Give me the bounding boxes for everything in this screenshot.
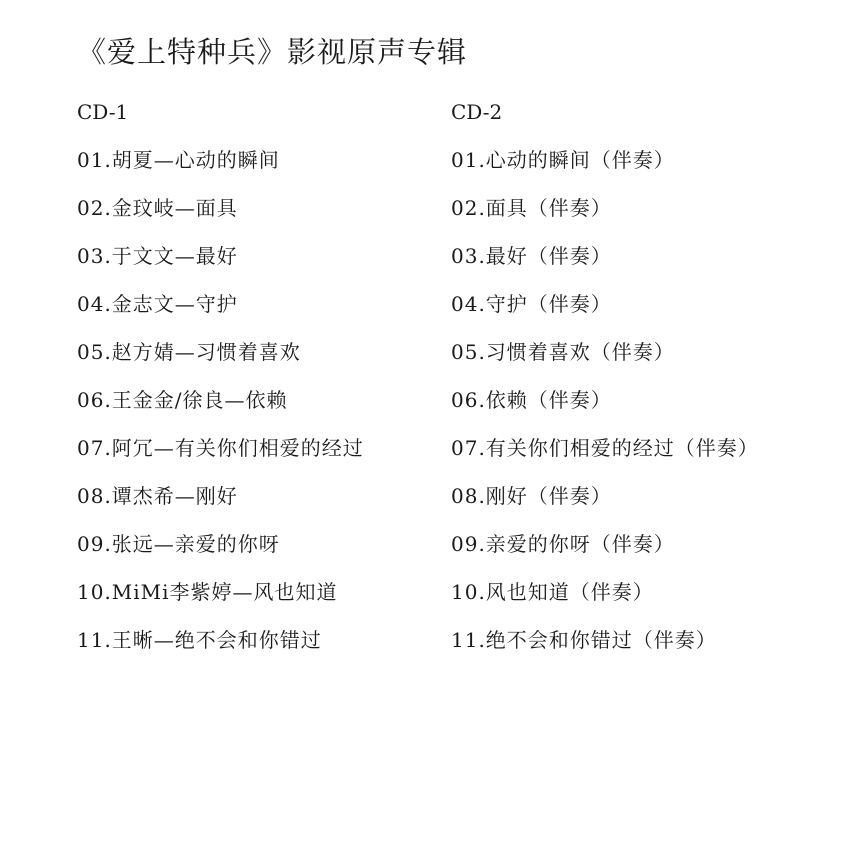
cd-2-track-11: 11.绝不会和你错过（伴奏） (451, 628, 717, 652)
album-title: 《爱上特种兵》影视原声专辑 (77, 35, 468, 69)
cd-1-track-04: 04.金志文—守护 (77, 292, 238, 316)
cd-1-track-02: 02.金玟岐—面具 (77, 196, 238, 220)
cd-1-label: CD-1 (77, 100, 129, 124)
cd-2-track-07: 07.有关你们相爱的经过（伴奏） (451, 436, 759, 460)
cd-2-track-10: 10.风也知道（伴奏） (451, 580, 654, 604)
cd-2-track-08: 08.刚好（伴奏） (451, 484, 612, 508)
cd-1-track-11: 11.王晰—绝不会和你错过 (77, 628, 322, 652)
cd-1-track-05: 05.赵方婧—习惯着喜欢 (77, 340, 301, 364)
cd-2-track-01: 01.心动的瞬间（伴奏） (451, 148, 675, 172)
cd-1-track-06: 06.王金金/徐良—依赖 (77, 388, 288, 412)
cd-1-track-09: 09.张远—亲爱的你呀 (77, 532, 280, 556)
cd-2-track-03: 03.最好（伴奏） (451, 244, 612, 268)
cd-1-tracklist (77, 96, 364, 672)
cd-2-tracklist (451, 96, 759, 672)
cd-2-track-05: 05.习惯着喜欢（伴奏） (451, 340, 675, 364)
cd-2-track-06: 06.依赖（伴奏） (451, 388, 612, 412)
cd-2-track-09: 09.亲爱的你呀（伴奏） (451, 532, 675, 556)
cd-1-track-07: 07.阿冗—有关你们相爱的经过 (77, 436, 364, 460)
cd-2-label: CD-2 (451, 100, 503, 124)
cd-1-track-01: 01.胡夏—心动的瞬间 (77, 148, 280, 172)
cd-1-track-10: 10.MiMi李紫婷—风也知道 (77, 580, 338, 604)
cd-2-track-04: 04.守护（伴奏） (451, 292, 612, 316)
cd-1-track-08: 08.谭杰希—刚好 (77, 484, 238, 508)
cd-1-track-03: 03.于文文—最好 (77, 244, 238, 268)
cd-2-track-02: 02.面具（伴奏） (451, 196, 612, 220)
